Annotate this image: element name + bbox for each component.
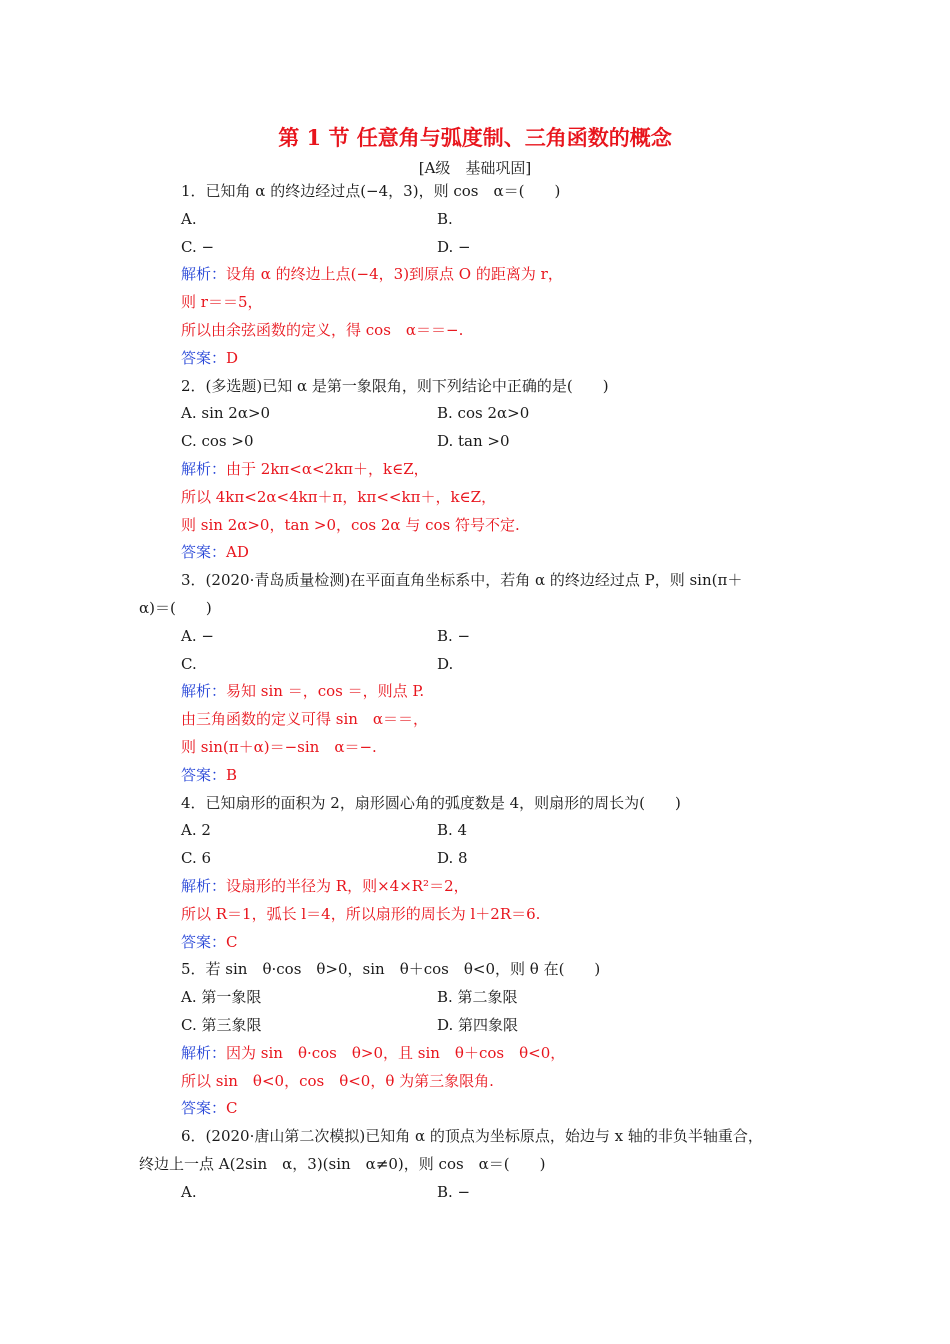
option: C. 6 (181, 849, 212, 868)
option: B. − (437, 1182, 471, 1201)
option-row (0, 984, 950, 1012)
analysis-line: 所以 4kπ<2α<4kπ＋π，kπ<<kπ＋，k∈Z， (181, 487, 497, 506)
option: A. sin 2α>0 (181, 404, 271, 423)
question-stem: 2．(多选题)已知 α 是第一象限角，则下列结论中正确的是( ) (181, 376, 609, 395)
option: D. tan >0 (437, 432, 510, 451)
option: B. − (437, 626, 471, 645)
analysis-label: 解析： (181, 265, 227, 284)
analysis-label: 解析： (181, 682, 227, 701)
page-title: 第 1 节 任意角与弧度制、三角函数的概念 (278, 125, 672, 150)
analysis-text: 设扇形的半径为 R，则×4×R²＝2， (226, 876, 469, 895)
option: C. cos >0 (181, 432, 254, 451)
analysis-line: 所以 R＝1，弧长 l＝4，所以扇形的周长为 l＋2R＝6. (181, 904, 541, 923)
answer-value: C (226, 932, 238, 951)
answer-label: 答案： (181, 765, 227, 784)
option-row (0, 234, 950, 262)
analysis-line: 由三角函数的定义可得 sin α＝＝， (181, 710, 429, 729)
analysis-line: 则 r＝＝5， (181, 293, 263, 312)
option: D. − (437, 237, 471, 256)
question-stem-continued: α)＝( ) (139, 598, 212, 617)
option-row (0, 1179, 950, 1207)
answer-line (0, 762, 950, 790)
question-list (0, 178, 950, 1206)
analysis-text: 由于 2kπ<α<2kπ＋，k∈Z， (226, 459, 429, 478)
option: C. − (181, 237, 215, 256)
option: A. − (181, 626, 214, 645)
option: B. 第二象限 (437, 988, 518, 1007)
option: D. (437, 654, 454, 673)
answer-value: B (226, 765, 238, 784)
option: D. 8 (437, 849, 468, 868)
option: B. 4 (437, 821, 468, 840)
question-stem: 4．已知扇形的面积为 2，扇形圆心角的弧度数是 4，则扇形的周长为( ) (181, 793, 681, 812)
option: D. 第四象限 (437, 1015, 519, 1034)
option-row (0, 400, 950, 428)
analysis-line: 所以由余弦函数的定义，得 cos α＝＝−. (181, 320, 464, 339)
option: B. (437, 209, 453, 228)
answer-value: AD (226, 543, 249, 562)
analysis-line: 则 sin 2α>0，tan >0，cos 2α 与 cos 符号不定. (181, 515, 520, 534)
question-stem: 5．若 sin θ·cos θ>0，sin θ＋cos θ<0，则 θ 在( ) (181, 960, 601, 979)
answer-value: C (226, 1099, 238, 1118)
analysis-text: 因为 sin θ·cos θ>0，且 sin θ＋cos θ<0， (226, 1043, 566, 1062)
option: C. (181, 654, 197, 673)
option-row (0, 206, 950, 234)
option: A. 第一象限 (181, 988, 262, 1007)
option-row (0, 845, 950, 873)
analysis-label: 解析： (181, 459, 227, 478)
option: A. (181, 209, 197, 228)
question-stem: 3．(2020·青岛质量检测)在平面直角坐标系中，若角 α 的终边经过点 P，则 sin(π＋ (181, 571, 743, 590)
analysis-line: 所以 sin θ<0，cos θ<0，θ 为第三象限角. (181, 1071, 494, 1090)
option: B. cos 2α>0 (437, 404, 530, 423)
option-row (0, 817, 950, 845)
analysis-line: 则 sin(π＋α)＝−sin α＝−. (181, 737, 377, 756)
answer-value: D (226, 348, 239, 367)
answer-line (0, 345, 950, 373)
analysis-label: 解析： (181, 876, 227, 895)
question-stem-continued: 终边上一点 A(2sin α，3)(sin α≠0)，则 cos α＝( ) (139, 1154, 546, 1173)
option-row (0, 623, 950, 651)
answer-label: 答案： (181, 1099, 227, 1118)
answer-label: 答案： (181, 543, 227, 562)
section-subtitle: [A级 基础巩固] (418, 159, 532, 177)
answer-line (0, 929, 950, 957)
question-stem: 1．已知角 α 的终边经过点(−4，3)，则 cos α＝( ) (181, 182, 561, 200)
option-row (0, 428, 950, 456)
analysis-line (0, 456, 950, 484)
analysis-line (0, 261, 950, 289)
option: C. 第三象限 (181, 1015, 262, 1034)
analysis-text: 易知 sin ＝，cos ＝，则点 P. (226, 682, 425, 701)
question-stem: 6．(2020·唐山第二次模拟)已知角 α 的顶点为坐标原点，始边与 x 轴的非负半轴重合， (181, 1127, 763, 1146)
answer-label: 答案： (181, 932, 227, 951)
analysis-line (0, 873, 950, 901)
analysis-label: 解析： (181, 1043, 227, 1062)
answer-label: 答案： (181, 348, 227, 367)
option: A. (181, 1182, 197, 1201)
answer-line (0, 539, 950, 567)
analysis-line (0, 678, 950, 706)
option-row (0, 651, 950, 679)
analysis-text: 设角 α 的终边上点(−4，3)到原点 O 的距离为 r， (226, 265, 563, 284)
option-row (0, 1012, 950, 1040)
analysis-line (0, 1040, 950, 1068)
answer-line (0, 1095, 950, 1123)
option: A. 2 (181, 821, 211, 840)
